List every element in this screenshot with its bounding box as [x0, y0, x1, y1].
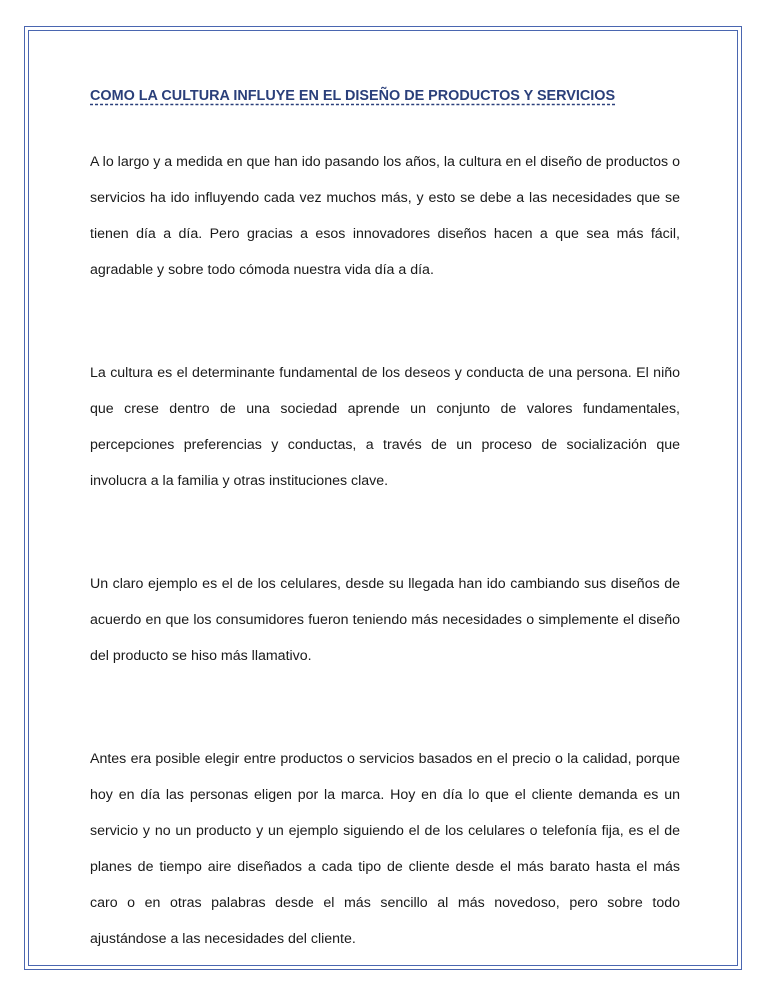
paragraph-1: A lo largo y a medida en que han ido pasando los años, la cultura en el diseño de productos o servicios ha ido influyendo cada vez muchos más, y esto se debe a las necesidades que se tienen día a día. Pero gracias a esos innovadores diseños hacen a que sea más fácil, agradable y sobre todo cómoda nuestra vida día a día. [90, 154, 680, 278]
paragraph-3: Un claro ejemplo es el de los celulares, desde su llegada han ido cambiando sus diseños de acuerdo en que los consumidores fueron teniendo más necesidades o simplemente el diseño del producto se hiso más llamativo. [90, 576, 680, 664]
paragraph-4: Antes era posible elegir entre productos o servicios basados en el precio o la calidad, porque hoy en día las personas eligen por la marca. Hoy en día lo que el cliente demanda es un servicio y no un producto y un ejemplo siguiendo el de los celulares o telefonía fija, es el de planes de tiempo aire diseñados a cada tipo de cliente desde el más barato hasta el más caro o en otras palabras desde el más sencillo al más novedoso, pero sobre todo ajustándose a las necesidades del cliente. [90, 751, 680, 947]
document-title: COMO LA CULTURA INFLUYE EN EL DISEÑO DE PRODUCTOS Y SERVICIOS [90, 88, 616, 104]
paragraph-2: La cultura es el determinante fundamental de los deseos y conducta de una persona. El niño que crese dentro de una sociedad aprende un conjunto de valores fundamentales, percepciones preferencias y conductas, a través de un proceso de socialización que involucra a la familia y otras instituciones clave. [90, 365, 680, 489]
document-body [90, 88, 680, 957]
